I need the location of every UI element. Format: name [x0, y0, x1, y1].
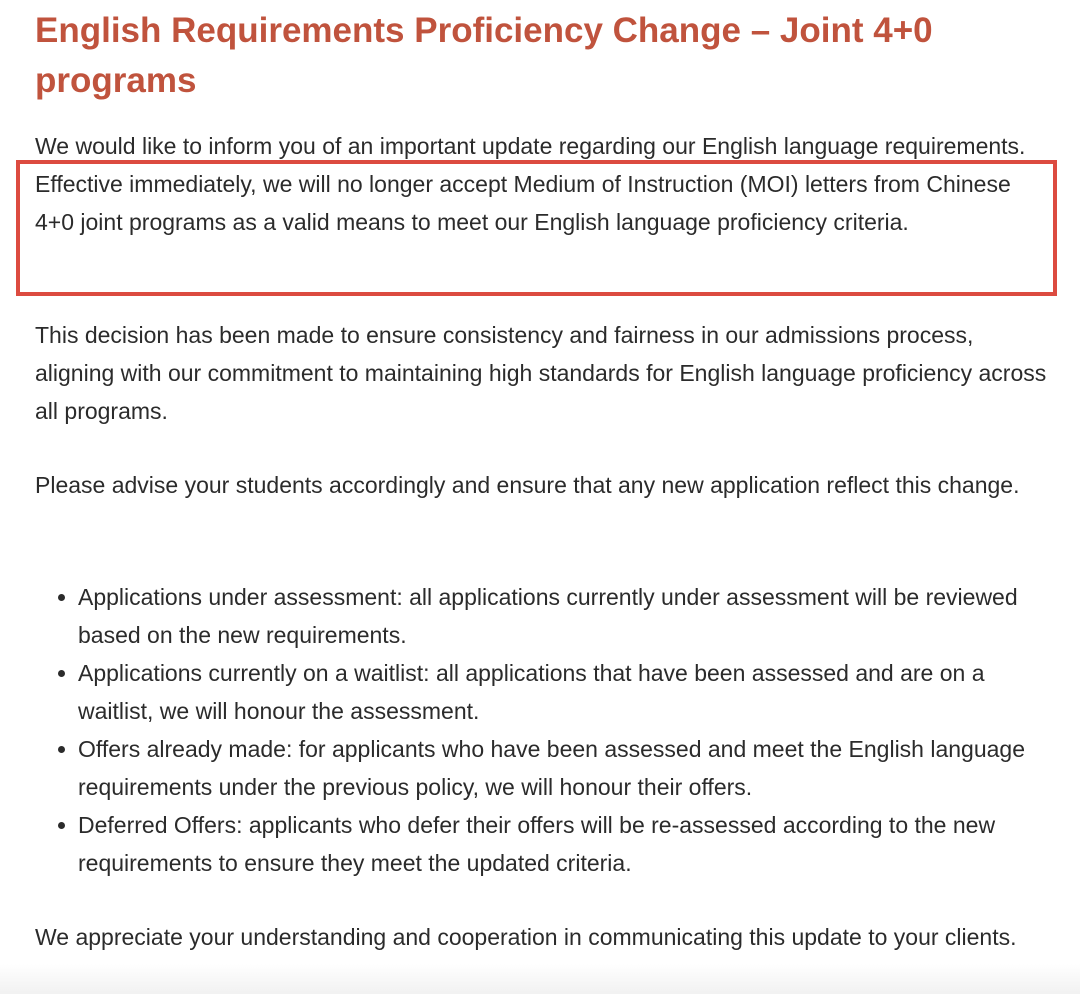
closing-paragraph: We appreciate your understanding and cooperation in communicating this update to your clients.: [35, 924, 1017, 950]
advice-paragraph: Please advise your students accordingly and ensure that any new application reflect this change.: [35, 472, 1020, 498]
bullet-item-offers-already-made: Offers already made: for applicants who have been assessed and meet the English language requirements under the previous policy, we will honour their offers.: [78, 730, 1053, 806]
intro-paragraph: We would like to inform you of an important update regarding our English language requirements. Effective immediately, we will no longer accept Medium of Instruction (MOI) letters from Chinese 4+0 joint programs as a valid means to meet our English language proficiency criteria.: [35, 133, 1026, 235]
bullet-item-applications-under-assessment: Applications under assessment: all applications currently under assessment will be reviewed based on the new requirements.: [78, 578, 1053, 654]
bottom-fade: [0, 964, 1080, 994]
bullet-list: [78, 578, 1053, 882]
decision-paragraph: This decision has been made to ensure consistency and fairness in our admissions process, aligning with our commitment to maintaining high standards for English language proficiency across all programs.: [35, 322, 1047, 424]
document-title: English Requirements Proficiency Change – Joint 4+0 programs: [35, 11, 933, 100]
bullet-item-waitlist: Applications currently on a waitlist: all applications that have been assessed and are on a waitlist, we will honour the assessment.: [78, 654, 1053, 730]
bullet-item-deferred-offers: Deferred Offers: applicants who defer their offers will be re-assessed according to the new requirements to ensure they meet the updated criteria.: [78, 806, 1053, 882]
